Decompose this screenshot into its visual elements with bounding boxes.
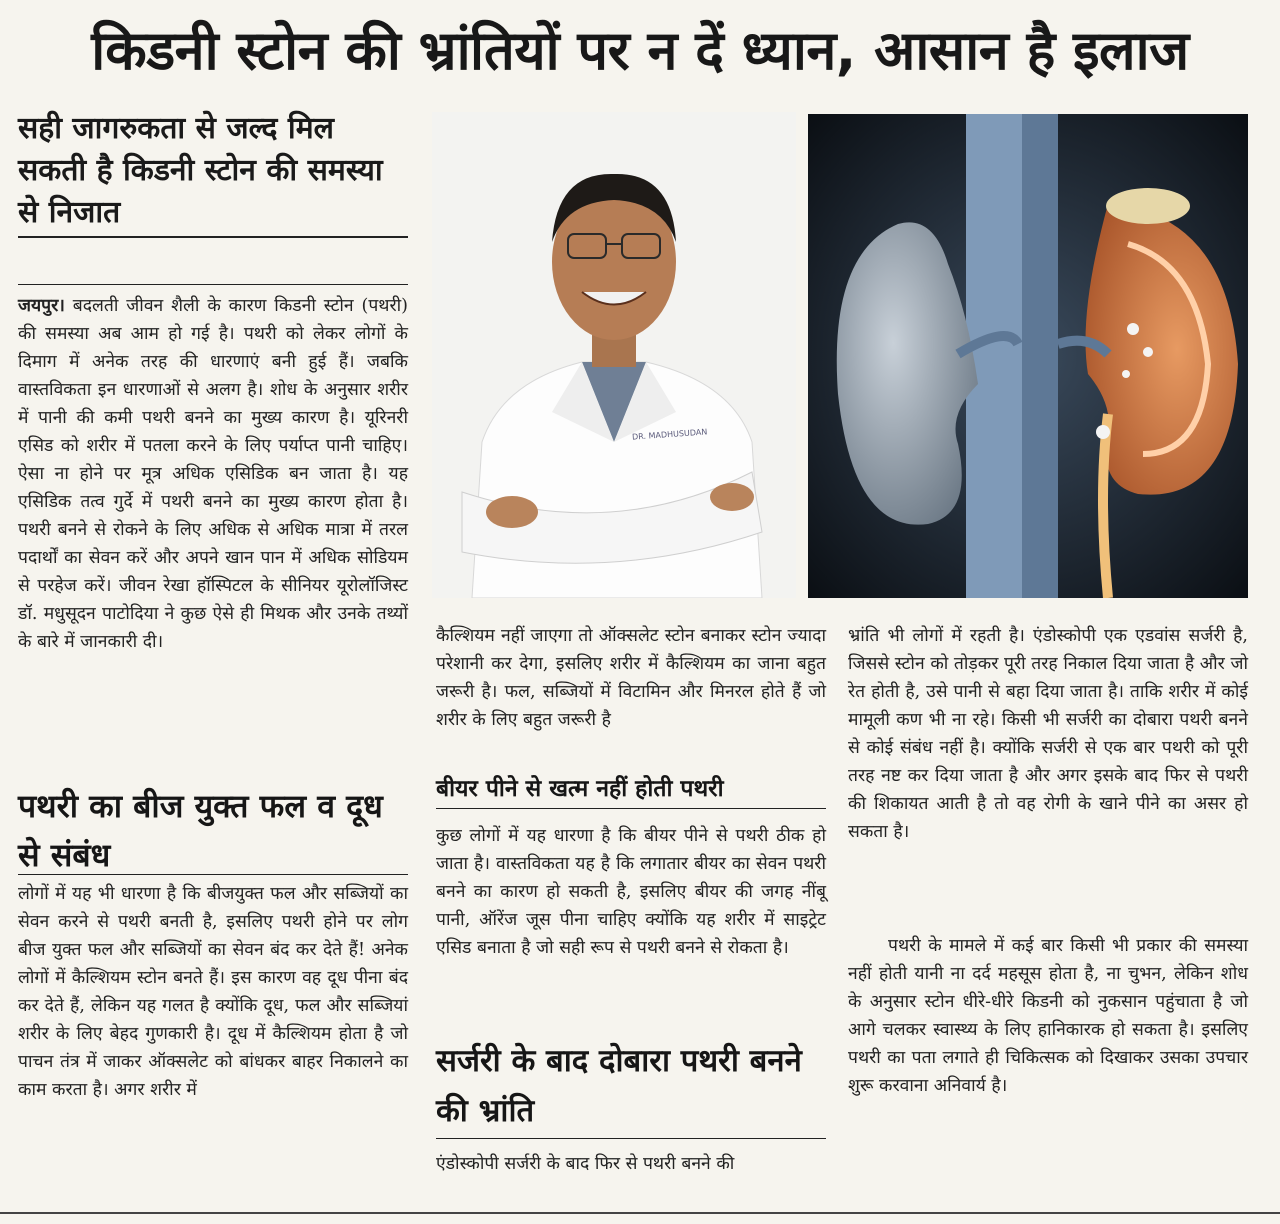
coat-badge: DR. MADHUSUDAN — [631, 427, 708, 442]
section2-rule — [436, 808, 826, 809]
section2-text: कुछ लोगों में यह धारणा है कि बीयर पीने से पथरी ठीक हो जाता है। वास्तविकता यह है कि लगातार बीयर का सेवन पथरी बनने का कारण हो सकती है, इसलिए बीयर की जगह नींबू पानी, ऑरेंज जूस पीना चाहिए क्योंकि यह शरीर में साइट्रेट एसिड बनाता है जो सही रूप से पथरी बनने से रोकता है। — [436, 826, 826, 958]
subheadline: सही जागरुकता से जल्द मिल सकती है किडनी स्टोन की समस्या से निजात — [18, 111, 383, 230]
dateline: जयपुर। — [18, 296, 65, 316]
bottom-rule — [0, 1212, 1280, 1214]
col3-final-paragraph: पथरी के मामले में कई बार किसी भी प्रकार की समस्या नहीं होती यानी ना दर्द महसूस होता है, ना चुभन, लेकिन शोध के अनुसार स्टोन धीरे-धीरे किडनी को नुकसान पहुंचाता है जो आगे चलकर स्वास्थ्य के लिए हानिकारक हो सकता है। इसलिए पथरी का पता लगाते ही चिकित्सक को दिखाकर उसका उपचार शुरू करवाना अनिवार्य है। — [848, 936, 1248, 1096]
section1-rule — [18, 874, 408, 875]
section1-heading: पथरी का बीज युक्त फल व दूध से संबंध — [18, 787, 383, 874]
col2-continuation: कैल्शियम नहीं जाएगा तो ऑक्सलेट स्टोन बनाकर स्टोन ज्यादा परेशानी कर देगा, इसलिए शरीर में कैल्शियम का जाना बहुत जरूरी है। फल, सब्जियों में विटामिन और मिनरल होते हैं जो शरीर के लिए बहुत जरूरी है — [436, 626, 826, 730]
section3-rule — [436, 1138, 826, 1139]
byline-rule — [18, 284, 408, 285]
section2-heading: बीयर पीने से खत्म नहीं होती पथरी — [436, 776, 724, 802]
section3-heading: सर्जरी के बाद दोबारा पथरी बनने की भ्रांति — [436, 1043, 802, 1129]
kidney-diagram — [808, 114, 1248, 598]
intro-paragraph — [18, 292, 408, 656]
doctor-photo-illustration — [432, 112, 796, 598]
headline: किडनी स्टोन की भ्रांतियों पर न दें ध्यान, आसान है इलाज — [91, 19, 1189, 82]
col3-continuation: भ्रांति भी लोगों में रहती है। एंडोस्कोपी एक एडवांस सर्जरी है, जिससे स्टोन को तोड़कर पूरी तरह निकाल दिया जाता है और जो रेत होती है, उसे पानी से बहा दिया जाता है। ताकि शरीर में कोई मामूली कण भी ना रहे। किसी भी सर्जरी का दोबारा पथरी बनने से कोई संबंध नहीं है। क्योंकि सर्जरी से एक बार पथरी को पूरी तरह नष्ट कर दिया जाता है और अगर इसके बाद फिर से पथरी की शिकायत आती है तो वह रोगी के खाने पीने का असर हो सकता है। — [848, 626, 1248, 842]
section1-text: लोगों में यह भी धारणा है कि बीजयुक्त फल और सब्जियों का सेवन करने से पथरी बनती है, इसलिए पथरी होने पर लोग बीज युक्त फल और सब्जियों का सेवन बंद कर देते हैं! अनेक लोगों में कैल्शियम स्टोन बनते हैं। इस कारण वह दूध पीना बंद कर देते हैं, लेकिन यह गलत है क्योंकि दूध, फल और सब्जियां शरीर के लिए बेहद गुणकारी है। दूध में कैल्शियम होता है जो पाचन तंत्र में जाकर ऑक्सलेट को बांधकर बाहर निकालने का काम करता है। अगर शरीर में — [18, 884, 408, 1100]
intro-text: बदलती जीवन शैली के कारण किडनी स्टोन (पथरी) की समस्या अब आम हो गई है। पथरी को लेकर लोगों के दिमाग में अनेक तरह की धारणाएं बनी हुई हैं। जबकि वास्तविकता इन धारणाओं से अलग है। शोध के अनुसार शरीर में पानी की कमी पथरी बनने का मुख्य कारण है। यूरिनरी एसिड को शरीर में पतला करने के लिए पर्याप्त पानी चाहिए। ऐसा ना होने पर मूत्र अधिक एसिडिक बन जाता है। यह एसिडिक तत्व गुर्दे में पथरी बनने का मुख्य कारण होता है। पथरी बनने से रोकने के लिए अधिक से अधिक मात्रा में तरल पदार्थों का सेवन करें और अपने खान पान में अधिक सोडियम से परहेज करें। जीवन रेखा हॉस्पिटल के सीनियर यूरोलॉजिस्ट डॉ. मधुसूदन पाटोदिया ने कुछ ऐसे ही मिथक और उनके तथ्यों के बारे में जानकारी दी। — [18, 296, 408, 652]
kidney-illustration — [808, 114, 1248, 598]
section3-text: एंडोस्कोपी सर्जरी के बाद फिर से पथरी बनने की — [436, 1154, 735, 1174]
doctor-photo — [432, 112, 796, 598]
subheadline-rule — [18, 236, 408, 238]
